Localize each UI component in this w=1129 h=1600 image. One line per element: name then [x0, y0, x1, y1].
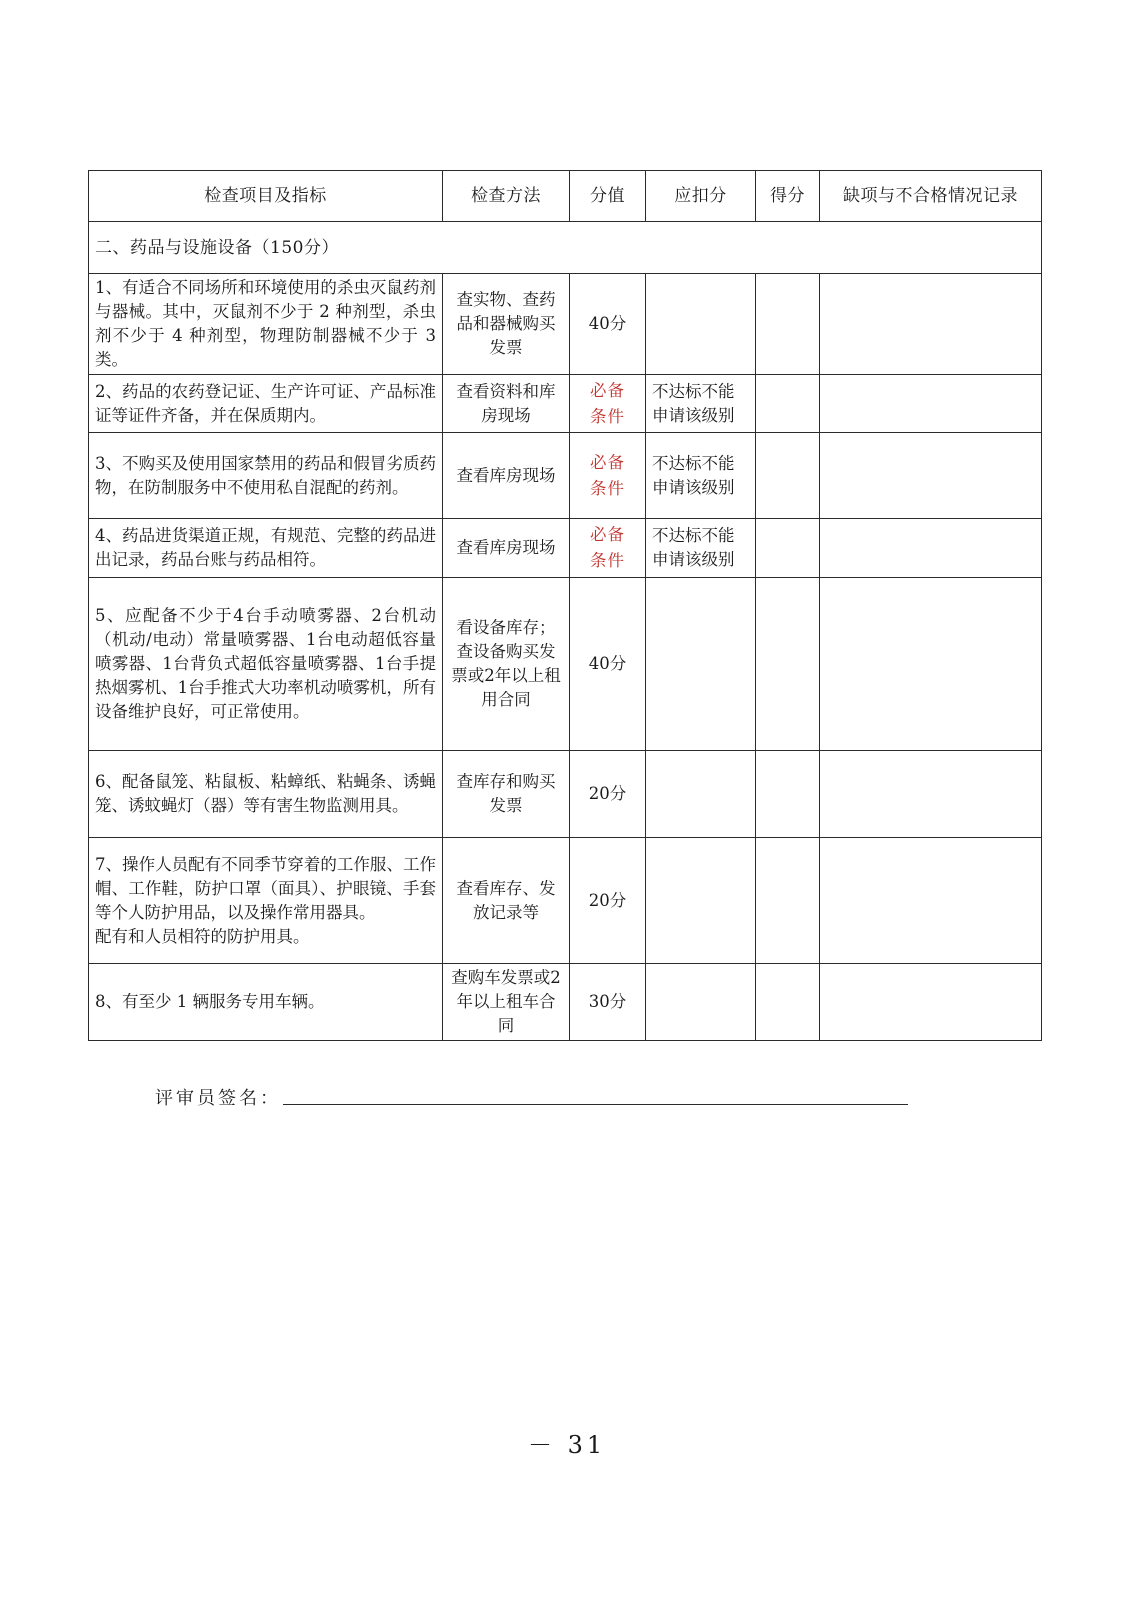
row-method: 查库存和购买发票	[443, 751, 570, 838]
header-method: 检查方法	[443, 171, 570, 222]
header-score: 分值	[570, 171, 646, 222]
signature-label: 评审员签名：	[155, 1088, 281, 1109]
signature-line	[283, 1104, 908, 1105]
row-method: 查购车发票或2年以上租车合同	[443, 964, 570, 1041]
row-deduct	[646, 838, 756, 964]
row-score: 40分	[570, 578, 646, 751]
header-deduct: 应扣分	[646, 171, 756, 222]
row-deduct	[646, 751, 756, 838]
table-row	[89, 519, 1042, 578]
table-row	[89, 433, 1042, 519]
required-badge: 必备条件	[589, 525, 625, 570]
row-item-extra: 配有和人员相符的防护用具。	[95, 926, 310, 946]
required-badge: 必备条件	[589, 380, 625, 426]
table-row	[89, 375, 1042, 433]
table-row	[89, 751, 1042, 838]
header-record: 缺项与不合格情况记录	[820, 171, 1042, 222]
row-deduct: 不达标不能申请该级别	[646, 375, 756, 433]
row-score	[570, 519, 646, 578]
row-record	[820, 375, 1042, 433]
row-score: 20分	[570, 838, 646, 964]
row-got	[756, 751, 820, 838]
row-method: 查看库房现场	[443, 433, 570, 519]
row-method: 查看资料和库房现场	[443, 375, 570, 433]
row-record	[820, 964, 1042, 1041]
row-deduct	[646, 964, 756, 1041]
row-item: 8、有至少 1 辆服务专用车辆。	[89, 964, 443, 1041]
header-row	[89, 171, 1042, 222]
row-deduct	[646, 274, 756, 375]
row-method: 看设备库存；查设备购买发票或2年以上租用合同	[443, 578, 570, 751]
row-got	[756, 578, 820, 751]
row-item: 1、有适合不同场所和环境使用的杀虫灭鼠药剂与器械。其中，灭鼠剂不少于 2 种剂型，杀虫剂不少于 4 种剂型，物理防制器械不少于 3 类。	[89, 274, 443, 375]
row-item: 2、药品的农药登记证、生产许可证、产品标准证等证件齐备，并在保质期内。	[89, 375, 443, 433]
row-record	[820, 519, 1042, 578]
row-method: 查实物、查药品和器械购买发票	[443, 274, 570, 375]
row-deduct	[646, 578, 756, 751]
row-score: 40分	[570, 274, 646, 375]
required-badge: 必备条件	[589, 452, 625, 498]
row-score	[570, 375, 646, 433]
row-got	[756, 274, 820, 375]
row-score: 30分	[570, 964, 646, 1041]
row-record	[820, 578, 1042, 751]
row-method: 查看库存、发放记录等	[443, 838, 570, 964]
row-item: 4、药品进货渠道正规，有规范、完整的药品进出记录，药品台账与药品相符。	[89, 519, 443, 578]
inspection-table	[88, 170, 1042, 1041]
row-record	[820, 838, 1042, 964]
section-row	[89, 222, 1042, 274]
table-row	[89, 578, 1042, 751]
row-method: 查看库房现场	[443, 519, 570, 578]
row-record	[820, 274, 1042, 375]
row-item: 3、不购买及使用国家禁用的药品和假冒劣质药物，在防制服务中不使用私自混配的药剂。	[89, 433, 443, 519]
row-deduct: 不达标不能申请该级别	[646, 433, 756, 519]
row-got	[756, 375, 820, 433]
row-record	[820, 751, 1042, 838]
row-got	[756, 519, 820, 578]
row-score: 20分	[570, 751, 646, 838]
row-item: 7、操作人员配有不同季节穿着的工作服、工作帽、工作鞋，防护口罩（面具）、护眼镜、手套等个人防护用品，以及操作常用器具。	[95, 854, 436, 922]
header-got: 得分	[756, 171, 820, 222]
row-got	[756, 964, 820, 1041]
header-item: 检查项目及指标	[89, 171, 443, 222]
page-number: － 31	[528, 1431, 607, 1459]
row-got	[756, 433, 820, 519]
row-got	[756, 838, 820, 964]
row-item: 5、应配备不少于4台手动喷雾器、2台机动（机动/电动）常量喷雾器、1台电动超低容量喷雾器、1台背负式超低容量喷雾器、1台手提热烟雾机、1台手推式大功率机动喷雾机，所有设备维护良好，可正常使用。	[89, 578, 443, 751]
row-record	[820, 433, 1042, 519]
table-row	[89, 274, 1042, 375]
row-deduct: 不达标不能申请该级别	[646, 519, 756, 578]
row-score	[570, 433, 646, 519]
table-row	[89, 964, 1042, 1041]
row-item-cell	[89, 838, 443, 964]
row-item: 6、配备鼠笼、粘鼠板、粘蟑纸、粘蝇条、诱蝇笼、诱蚊蝇灯（器）等有害生物监测用具。	[89, 751, 443, 838]
table-row	[89, 838, 1042, 964]
section-title: 二、药品与设施设备（150分）	[89, 222, 1042, 274]
